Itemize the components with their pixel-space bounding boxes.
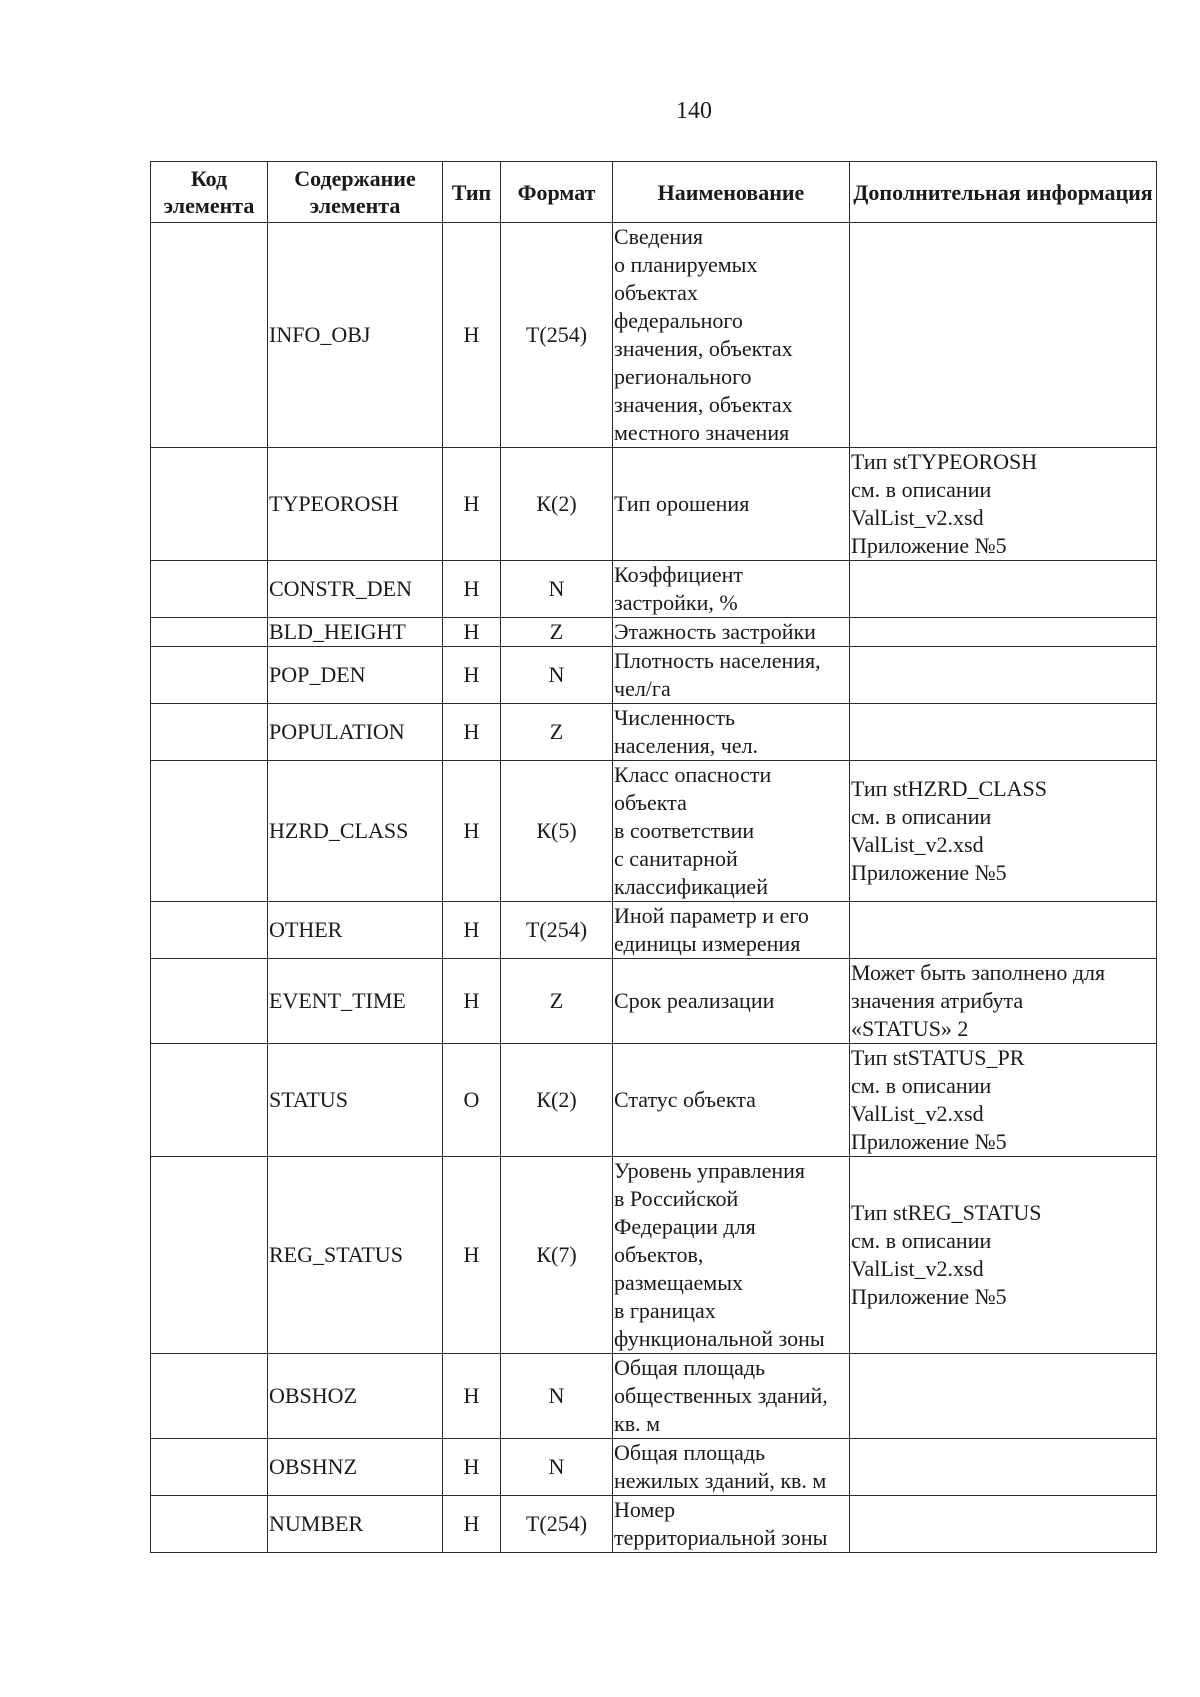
cell-type (443, 618, 501, 647)
table-row (151, 704, 1157, 761)
cell-type-text: Н (463, 917, 480, 942)
cell-content (268, 561, 443, 618)
cell-type (443, 959, 501, 1044)
cell-format-text: Z (549, 619, 564, 644)
cell-name (613, 561, 850, 618)
cell-type (443, 561, 501, 618)
cell-type-text: Н (463, 818, 480, 843)
cell-format (501, 704, 613, 761)
cell-info-text: Тип stHZRD_CLASS см. в описании ValList_v2.xsd Приложение №5 (851, 776, 1047, 885)
cell-content (268, 704, 443, 761)
cell-format-text: Z (549, 988, 564, 1013)
table-row (151, 761, 1157, 902)
cell-content (268, 1496, 443, 1553)
cell-content (268, 1439, 443, 1496)
table-row (151, 1044, 1157, 1157)
cell-content (268, 223, 443, 448)
cell-format-text: К(2) (536, 491, 577, 516)
cell-type (443, 223, 501, 448)
cell-type (443, 448, 501, 561)
cell-format (501, 223, 613, 448)
cell-name (613, 223, 850, 448)
cell-content-text: POPULATION (269, 719, 405, 744)
cell-info (850, 618, 1157, 647)
cell-info (850, 1044, 1157, 1157)
cell-code (151, 1157, 268, 1354)
cell-format (501, 1157, 613, 1354)
cell-type (443, 1044, 501, 1157)
cell-format (501, 448, 613, 561)
cell-type (443, 761, 501, 902)
cell-name (613, 1354, 850, 1439)
cell-format (501, 1354, 613, 1439)
cell-content-text: TYPEOROSH (269, 491, 399, 516)
table-row (151, 1354, 1157, 1439)
cell-content-text: CONSTR_DEN (269, 576, 413, 601)
cell-type-text: Н (463, 1511, 480, 1536)
cell-type-text: Н (463, 988, 480, 1013)
cell-format-text: N (548, 662, 565, 687)
table-row (151, 647, 1157, 704)
cell-content-text: OTHER (269, 917, 343, 942)
cell-name-text: Этажность застройки (614, 619, 816, 644)
cell-name-text: Коэффициент застройки, % (614, 562, 744, 615)
cell-type (443, 647, 501, 704)
cell-name-text: Сведения о планируемых объектах федерального значения, объектах регионального значения, объектах местного значения (614, 224, 793, 445)
cell-type (443, 1496, 501, 1553)
cell-format (501, 1439, 613, 1496)
header-row (151, 162, 1157, 223)
cell-format-text: Т(254) (525, 322, 588, 347)
cell-format-text: N (548, 1454, 565, 1479)
cell-format (501, 618, 613, 647)
cell-type-text: Н (463, 1242, 480, 1267)
cell-format (501, 1044, 613, 1157)
cell-name (613, 618, 850, 647)
cell-type (443, 1354, 501, 1439)
cell-type-text: Н (463, 619, 480, 644)
cell-type (443, 1157, 501, 1354)
page-number: 140 (676, 98, 712, 124)
cell-info-text: Может быть заполнено для значения атрибута «STATUS» 2 (851, 960, 1106, 1041)
table-header (151, 162, 1157, 223)
cell-type-text: Н (463, 322, 480, 347)
cell-name (613, 1044, 850, 1157)
cell-name-text: Номер территориальной зоны (614, 1497, 828, 1550)
cell-type (443, 902, 501, 959)
cell-name-text: Численность населения, чел. (614, 705, 759, 758)
cell-content-text: REG_STATUS (269, 1242, 403, 1267)
cell-info (850, 647, 1157, 704)
cell-name-text: Иной параметр и его единицы измерения (614, 903, 809, 956)
cell-code (151, 761, 268, 902)
cell-content-text: NUMBER (269, 1511, 364, 1536)
cell-content (268, 1354, 443, 1439)
header-format: Формат (501, 162, 613, 223)
cell-format (501, 647, 613, 704)
cell-code (151, 561, 268, 618)
cell-type-text: Н (463, 491, 480, 516)
table-row (151, 448, 1157, 561)
table-row (151, 618, 1157, 647)
header-type: Тип (443, 162, 501, 223)
cell-code (151, 1044, 268, 1157)
cell-code (151, 647, 268, 704)
cell-type-text: Н (463, 1454, 480, 1479)
cell-content-text: INFO_OBJ (269, 322, 371, 347)
header-code: Код элемента (151, 162, 268, 223)
cell-type (443, 704, 501, 761)
cell-info-text: Тип stTYPEOROSH см. в описании ValList_v2.xsd Приложение №5 (851, 449, 1038, 558)
cell-format-text: К(2) (536, 1087, 577, 1112)
cell-name-text: Плотность населения, чел/га (614, 648, 821, 701)
cell-info-text: Тип stSTATUS_PR см. в описании ValList_v2.xsd Приложение №5 (851, 1045, 1025, 1154)
cell-code (151, 223, 268, 448)
cell-format-text: N (548, 1383, 565, 1408)
cell-name-text: Срок реализации (614, 988, 775, 1013)
table-row (151, 1157, 1157, 1354)
cell-name (613, 1439, 850, 1496)
cell-name-text: Уровень управления в Российской Федерации для объектов, размещаемых в границах функциональной зоны (614, 1158, 825, 1351)
cell-content (268, 902, 443, 959)
cell-name (613, 448, 850, 561)
cell-name (613, 902, 850, 959)
cell-content-text: STATUS (269, 1087, 348, 1112)
cell-info (850, 1354, 1157, 1439)
cell-content (268, 1157, 443, 1354)
cell-type-text: О (463, 1087, 480, 1112)
cell-content (268, 959, 443, 1044)
cell-name-text: Класс опасности объекта в соответствии с санитарной классификацией (614, 762, 772, 899)
cell-name-text: Общая площадь общественных зданий, кв. м (614, 1355, 828, 1436)
cell-format (501, 1496, 613, 1553)
cell-name (613, 647, 850, 704)
cell-info (850, 561, 1157, 618)
cell-info (850, 1496, 1157, 1553)
cell-content (268, 1044, 443, 1157)
cell-format-text: Z (549, 719, 564, 744)
cell-content-text: BLD_HEIGHT (269, 619, 406, 644)
cell-format (501, 561, 613, 618)
cell-content-text: OBSHOZ (269, 1383, 358, 1408)
cell-content-text: OBSHNZ (269, 1454, 358, 1479)
cell-format-text: К(7) (536, 1242, 577, 1267)
cell-name (613, 959, 850, 1044)
cell-type (443, 1439, 501, 1496)
cell-name (613, 704, 850, 761)
cell-code (151, 448, 268, 561)
element-spec-table (150, 161, 1157, 1553)
table-row (151, 223, 1157, 448)
header-info: Дополнительная информация (850, 162, 1157, 223)
cell-content-text: HZRD_CLASS (269, 818, 409, 843)
table-row (151, 1439, 1157, 1496)
cell-type-text: Н (463, 576, 480, 601)
cell-format (501, 959, 613, 1044)
cell-code (151, 902, 268, 959)
table-row (151, 959, 1157, 1044)
cell-format-text: Т(254) (525, 1511, 588, 1536)
cell-info-text: Тип stREG_STATUS см. в описании ValList_v2.xsd Приложение №5 (851, 1200, 1042, 1309)
cell-info (850, 761, 1157, 902)
cell-info (850, 223, 1157, 448)
header-name: Наименование (613, 162, 850, 223)
cell-info (850, 448, 1157, 561)
table-row (151, 561, 1157, 618)
cell-type-text: Н (463, 719, 480, 744)
cell-code (151, 1496, 268, 1553)
table-row (151, 902, 1157, 959)
cell-content (268, 448, 443, 561)
cell-name-text: Статус объекта (614, 1087, 756, 1112)
cell-format (501, 761, 613, 902)
table-row (151, 1496, 1157, 1553)
cell-type-text: Н (463, 662, 480, 687)
cell-content (268, 618, 443, 647)
cell-content (268, 761, 443, 902)
cell-code (151, 1354, 268, 1439)
cell-name (613, 1496, 850, 1553)
cell-info (850, 704, 1157, 761)
cell-info (850, 959, 1157, 1044)
cell-format-text: Т(254) (525, 917, 588, 942)
cell-name (613, 761, 850, 902)
cell-code (151, 959, 268, 1044)
cell-name-text: Тип орошения (614, 491, 750, 516)
table-body (151, 223, 1157, 1553)
cell-code (151, 704, 268, 761)
cell-type-text: Н (463, 1383, 480, 1408)
cell-format-text: К(5) (536, 818, 577, 843)
cell-code (151, 1439, 268, 1496)
cell-format-text: N (548, 576, 565, 601)
cell-format (501, 902, 613, 959)
cell-name (613, 1157, 850, 1354)
cell-content (268, 647, 443, 704)
cell-name-text: Общая площадь нежилых зданий, кв. м (614, 1440, 827, 1493)
cell-content-text: POP_DEN (269, 662, 366, 687)
cell-code (151, 618, 268, 647)
cell-info (850, 1439, 1157, 1496)
cell-content-text: EVENT_TIME (269, 988, 406, 1013)
cell-info (850, 1157, 1157, 1354)
header-content: Содержание элемента (268, 162, 443, 223)
cell-info (850, 902, 1157, 959)
